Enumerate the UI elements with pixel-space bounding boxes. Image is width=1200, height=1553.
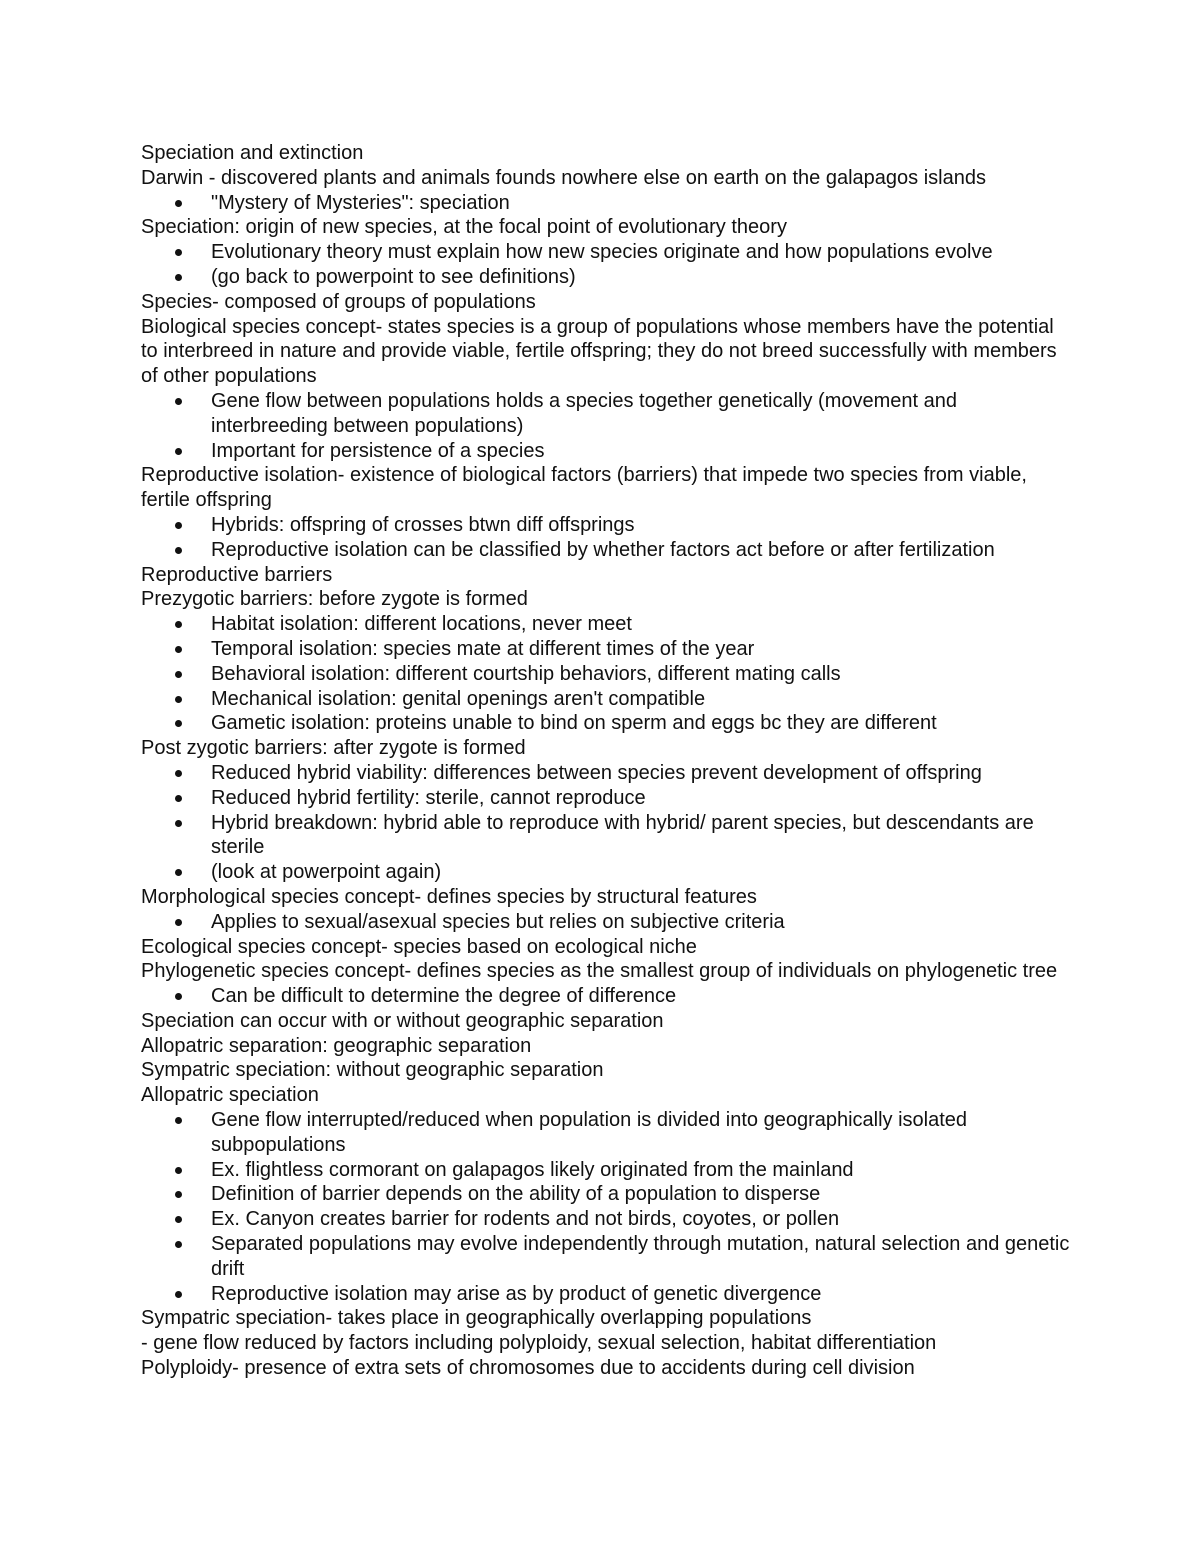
bullet-icon bbox=[175, 200, 182, 207]
list-item-text: Hybrids: offspring of crosses btwn diff offsprings bbox=[211, 513, 635, 536]
paragraph: Prezygotic barriers: before zygote is formed bbox=[141, 588, 528, 611]
list-item-text: Gametic isolation: proteins unable to bind on sperm and eggs bc they are different bbox=[211, 712, 937, 735]
list-item-text: Habitat isolation: different locations, never meet bbox=[211, 613, 632, 636]
bullet-icon bbox=[175, 621, 182, 628]
paragraph: Speciation and extinction bbox=[141, 142, 364, 164]
bullet-icon bbox=[175, 1216, 182, 1223]
list-item-text: Applies to sexual/asexual species but relies on subjective criteria bbox=[211, 910, 785, 933]
bullet-icon bbox=[175, 646, 182, 653]
bullet-icon bbox=[175, 720, 182, 727]
paragraph: Morphological species concept- defines species by structural features bbox=[141, 885, 757, 908]
list-item-text: Gene flow between populations holds a species together genetically (movement and interbreeding between populations) bbox=[211, 389, 958, 437]
list-item bbox=[141, 860, 1071, 885]
paragraph: Reproductive isolation- existence of biological factors (barriers) that impede two species from viable, fertile offspring bbox=[141, 464, 1027, 512]
bullet-icon bbox=[175, 869, 182, 876]
list-item bbox=[141, 612, 1071, 637]
list-item bbox=[141, 538, 1071, 563]
bullet-icon bbox=[175, 249, 182, 256]
paragraph: Speciation can occur with or without geographic separation bbox=[141, 1009, 664, 1032]
list-item bbox=[141, 1232, 1071, 1282]
bullet-icon bbox=[175, 919, 182, 926]
bullet-icon bbox=[175, 820, 182, 827]
paragraph: Allopatric separation: geographic separation bbox=[141, 1034, 532, 1057]
list-item-text: Definition of barrier depends on the ability of a population to disperse bbox=[211, 1183, 821, 1206]
document-body bbox=[141, 141, 1071, 1381]
bullet-list bbox=[141, 240, 1071, 290]
list-item bbox=[141, 662, 1071, 687]
bullet-icon bbox=[175, 1167, 182, 1174]
bullet-list bbox=[141, 910, 1071, 935]
list-item bbox=[141, 240, 1071, 265]
list-item bbox=[141, 761, 1071, 786]
bullet-list bbox=[141, 984, 1071, 1009]
list-item bbox=[141, 786, 1071, 811]
list-item bbox=[141, 687, 1071, 712]
list-item-text: Reduced hybrid viability: differences between species prevent development of offspring bbox=[211, 761, 982, 784]
list-item-text: Temporal isolation: species mate at different times of the year bbox=[211, 637, 755, 660]
bullet-list bbox=[141, 513, 1071, 563]
list-item bbox=[141, 513, 1071, 538]
bullet-icon bbox=[175, 547, 182, 554]
paragraph: Phylogenetic species concept- defines species as the smallest group of individuals on phylogenetic tree bbox=[141, 960, 1058, 983]
bullet-icon bbox=[175, 1117, 182, 1124]
bullet-icon bbox=[175, 696, 182, 703]
list-item-text: (look at powerpoint again) bbox=[211, 861, 442, 884]
list-item-text: Ex. Canyon creates barrier for rodents and not birds, coyotes, or pollen bbox=[211, 1208, 840, 1231]
list-item-text: Mechanical isolation: genital openings aren't compatible bbox=[211, 687, 706, 710]
bullet-list bbox=[141, 1108, 1071, 1306]
paragraph: Allopatric speciation bbox=[141, 1084, 319, 1107]
list-item bbox=[141, 389, 1071, 439]
list-item bbox=[141, 637, 1071, 662]
list-item bbox=[141, 984, 1071, 1009]
list-item-text: Can be difficult to determine the degree of difference bbox=[211, 985, 677, 1008]
paragraph: Sympatric speciation- takes place in geographically overlapping populations bbox=[141, 1307, 812, 1330]
list-item-text: Separated populations may evolve independently through mutation, natural selection and genetic drift bbox=[211, 1233, 1070, 1280]
bullet-icon bbox=[175, 1191, 182, 1198]
list-item bbox=[141, 1282, 1071, 1307]
paragraph: - gene flow reduced by factors including polyploidy, sexual selection, habitat differentiation bbox=[141, 1332, 937, 1355]
list-item-text: Gene flow interrupted/reduced when population is divided into geographically isolated subpopulations bbox=[211, 1109, 968, 1156]
list-item-text: Hybrid breakdown: hybrid able to reproduce with hybrid/ parent species, but descendants are sterile bbox=[211, 811, 1034, 859]
bullet-list bbox=[141, 612, 1071, 736]
bullet-icon bbox=[175, 770, 182, 777]
list-item-text: Evolutionary theory must explain how new species originate and how populations evolve bbox=[211, 241, 993, 264]
bullet-icon bbox=[175, 993, 182, 1000]
list-item-text: (go back to powerpoint to see definitions) bbox=[211, 265, 576, 288]
paragraph: Sympatric speciation: without geographic separation bbox=[141, 1059, 604, 1082]
bullet-list bbox=[141, 761, 1071, 885]
list-item bbox=[141, 910, 1071, 935]
list-item bbox=[141, 1182, 1071, 1207]
bullet-icon bbox=[175, 1241, 182, 1248]
list-item bbox=[141, 191, 1071, 216]
paragraph: Darwin - discovered plants and animals founds nowhere else on earth on the galapagos islands bbox=[141, 166, 986, 189]
bullet-icon bbox=[175, 448, 182, 455]
bullet-icon bbox=[175, 795, 182, 802]
list-item bbox=[141, 1108, 1071, 1158]
list-item-text: Reproductive isolation can be classified by whether factors act before or after fertilization bbox=[211, 538, 995, 561]
paragraph: Reproductive barriers bbox=[141, 563, 333, 586]
bullet-icon bbox=[175, 274, 182, 281]
list-item bbox=[141, 1207, 1071, 1232]
list-item bbox=[141, 711, 1071, 736]
list-item-text: Reduced hybrid fertility: sterile, cannot reproduce bbox=[211, 786, 646, 809]
bullet-list bbox=[141, 389, 1071, 463]
list-item bbox=[141, 1158, 1071, 1183]
list-item-text: Behavioral isolation: different courtship behaviors, different mating calls bbox=[211, 662, 841, 685]
paragraph: Ecological species concept- species based on ecological niche bbox=[141, 935, 697, 958]
bullet-icon bbox=[175, 671, 182, 678]
list-item bbox=[141, 439, 1071, 464]
bullet-icon bbox=[175, 1291, 182, 1298]
list-item-text: Reproductive isolation may arise as by product of genetic divergence bbox=[211, 1282, 822, 1305]
paragraph: Biological species concept- states species is a group of populations whose members have the potential to interbreed in nature and provide viable, fertile offspring; they do not breed successfully with members of other populations bbox=[141, 315, 1057, 388]
bullet-icon bbox=[175, 398, 182, 405]
list-item bbox=[141, 811, 1071, 861]
bullet-icon bbox=[175, 522, 182, 529]
list-item-text: Important for persistence of a species bbox=[211, 439, 545, 462]
list-item-text: Ex. flightless cormorant on galapagos likely originated from the mainland bbox=[211, 1158, 854, 1181]
paragraph: Species- composed of groups of populations bbox=[141, 290, 536, 313]
paragraph: Post zygotic barriers: after zygote is formed bbox=[141, 737, 526, 760]
list-item-text: "Mystery of Mysteries": speciation bbox=[211, 191, 510, 214]
bullet-list bbox=[141, 191, 1071, 216]
paragraph: Speciation: origin of new species, at the focal point of evolutionary theory bbox=[141, 216, 787, 239]
list-item bbox=[141, 265, 1071, 290]
paragraph: Polyploidy- presence of extra sets of chromosomes due to accidents during cell division bbox=[141, 1357, 915, 1380]
